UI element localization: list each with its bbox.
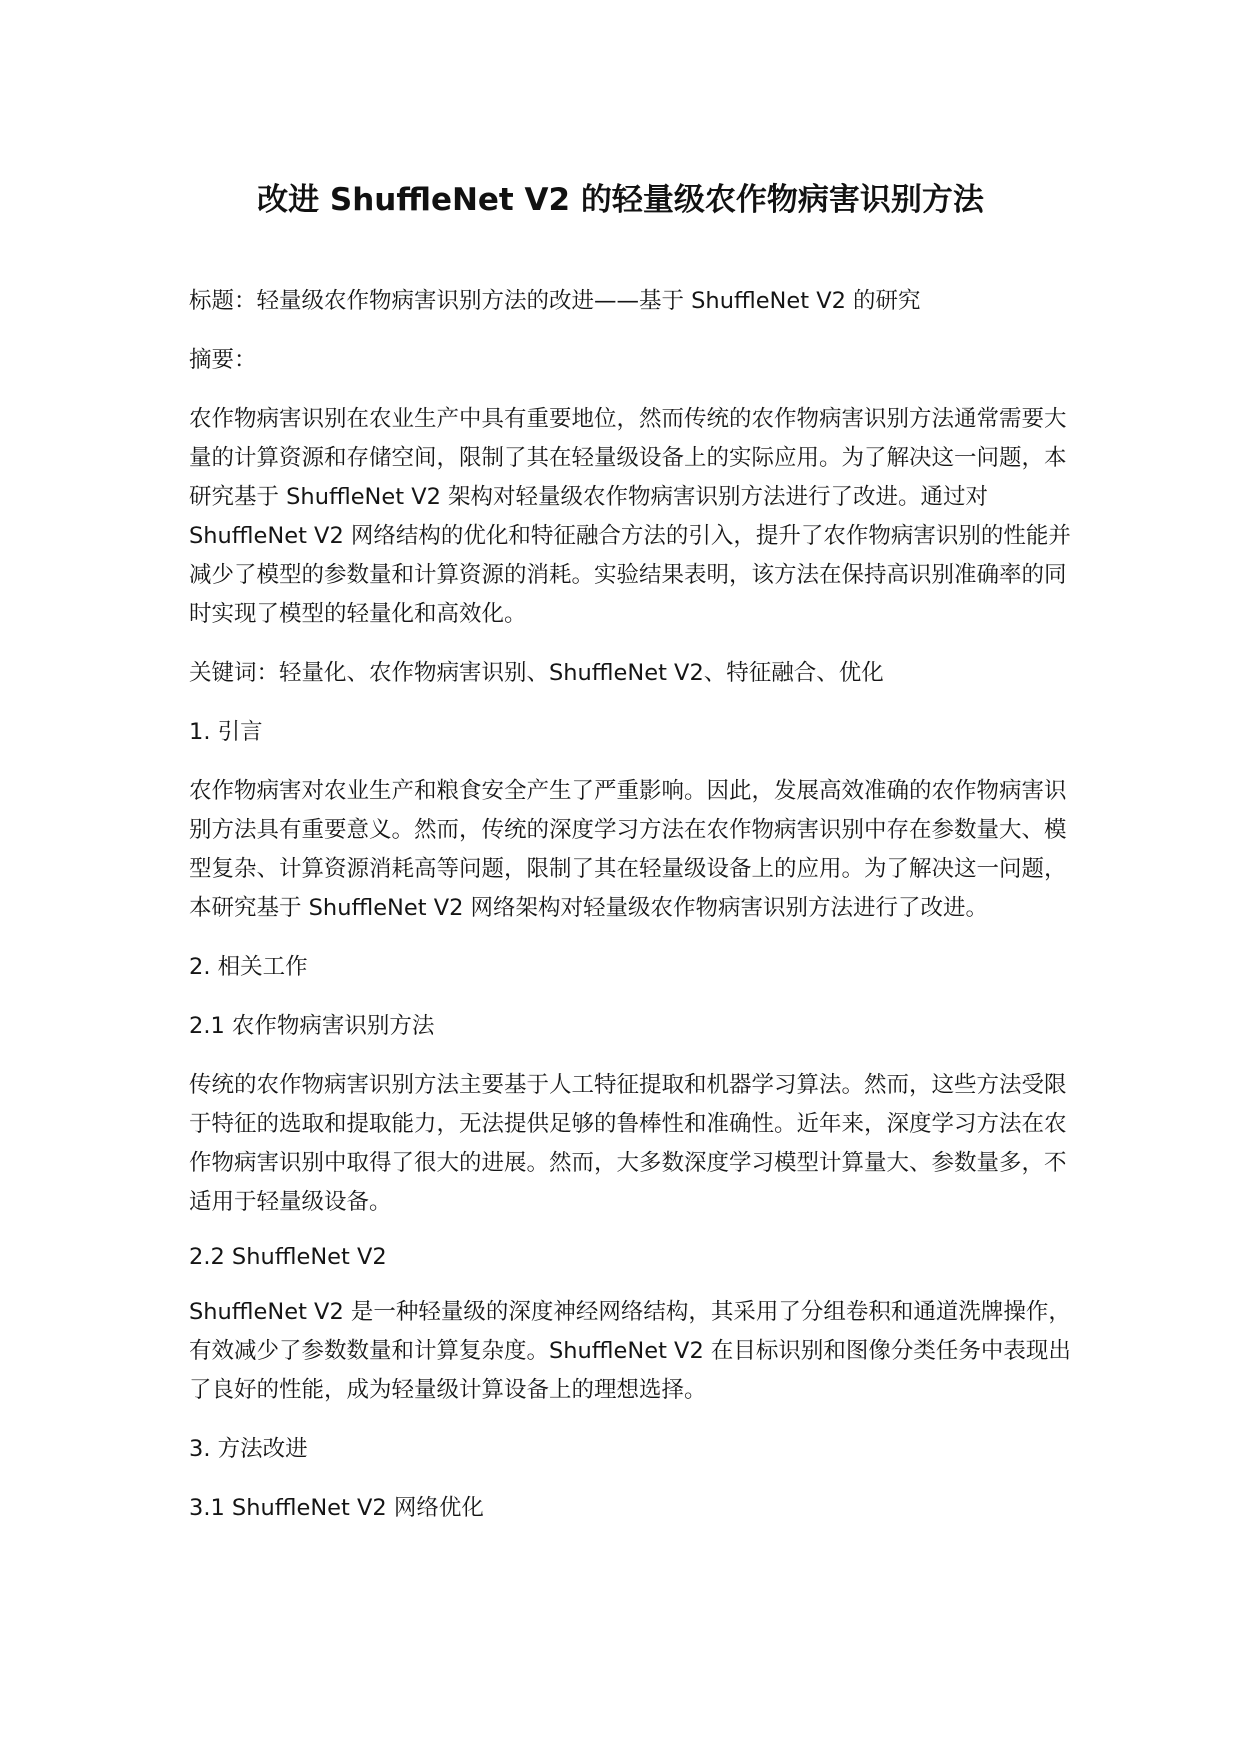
section-2-2-paragraph: ShuffleNet V2 是一种轻量级的深度神经网络结构，其采用了分组卷积和通道洗牌操作，有效减少了参数数量和计算复杂度。ShuffleNet V2 在目标识别和图像分类任务中表现出了良好的性能，成为轻量级计算设备上的理想选择。 [189, 1299, 1071, 1403]
section-3-1-heading: 3.1 ShuffleNet V2 网络优化 [189, 1495, 484, 1521]
document-title: 改进 ShuffleNet V2 的轻量级农作物病害识别方法 [257, 182, 984, 218]
keywords-line: 关键词：轻量化、农作物病害识别、ShuffleNet V2、特征融合、优化 [189, 660, 884, 686]
abstract-paragraph: 农作物病害识别在农业生产中具有重要地位，然而传统的农作物病害识别方法通常需要大量的计算资源和存储空间，限制了其在轻量级设备上的实际应用。为了解决这一问题，本研究基于 ShuffleNet V2 架构对轻量级农作物病害识别方法进行了改进。通过对 ShuffleNet V2 网络结构的优化和特征融合方法的引入，提升了农作物病害识别的性能并减少了模型的参数量和计算资源的消耗。实验结果表明，该方法在保持高识别准确率的同时实现了模型的轻量化和高效化。 [189, 406, 1071, 627]
section-2-1-paragraph: 传统的农作物病害识别方法主要基于人工特征提取和机器学习算法。然而，这些方法受限于特征的选取和提取能力，无法提供足够的鲁棒性和准确性。近年来，深度学习方法在农作物病害识别中取得了很大的进展。然而，大多数深度学习模型计算量大、参数量多，不适用于轻量级设备。 [189, 1072, 1067, 1215]
document-body [189, 282, 1079, 1548]
section-2-2-heading: 2.2 ShuffleNet V2 [189, 1244, 387, 1270]
section-2-1-heading: 2.1 农作物病害识别方法 [189, 1013, 435, 1039]
section-1-paragraph: 农作物病害对农业生产和粮食安全产生了严重影响。因此，发展高效准确的农作物病害识别方法具有重要意义。然而，传统的深度学习方法在农作物病害识别中存在参数量大、模型复杂、计算资源消耗高等问题，限制了其在轻量级设备上的应用。为了解决这一问题，本研究基于 ShuffleNet V2 网络架构对轻量级农作物病害识别方法进行了改进。 [189, 778, 1067, 921]
section-2-heading: 2. 相关工作 [189, 954, 308, 980]
abstract-label: 摘要： [189, 347, 257, 373]
section-1-heading: 1. 引言 [189, 719, 263, 745]
section-3-heading: 3. 方法改进 [189, 1436, 308, 1462]
subtitle-line: 标题：轻量级农作物病害识别方法的改进——基于 ShuffleNet V2 的研究 [189, 288, 921, 314]
